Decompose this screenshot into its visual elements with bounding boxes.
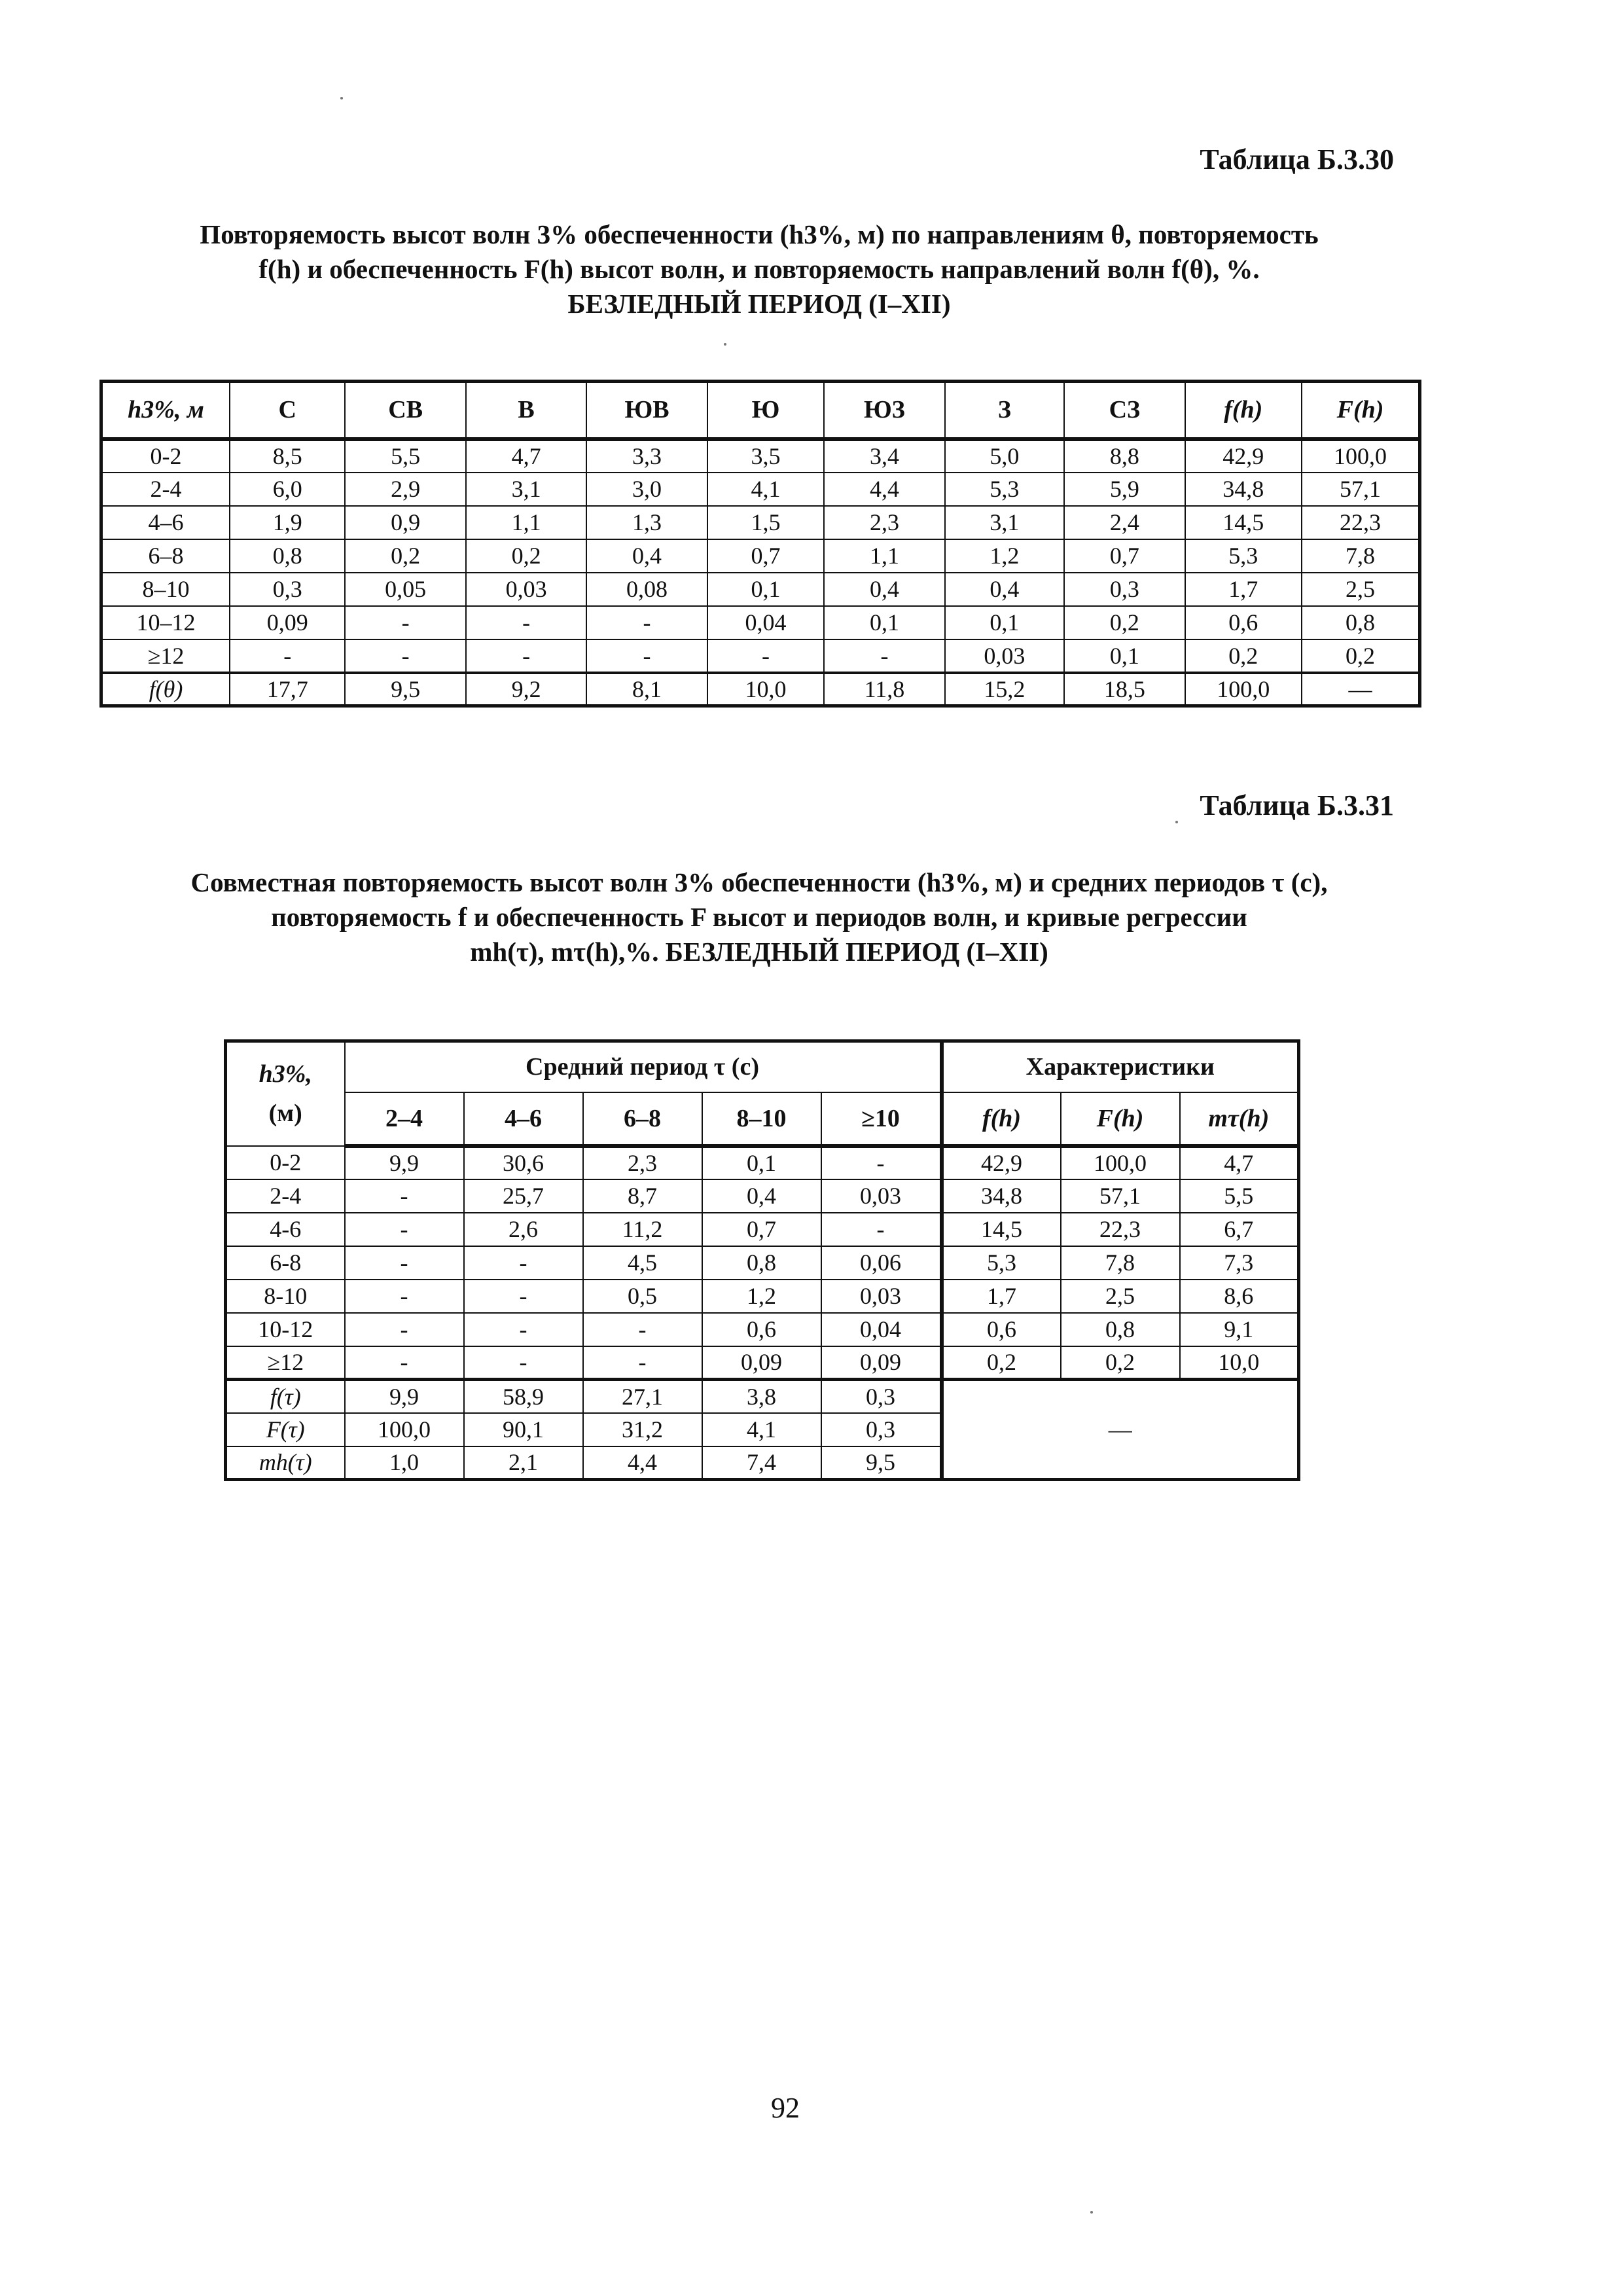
table1-cell: 5,9 <box>1064 473 1185 506</box>
table2-summary-label: F(τ) <box>226 1413 345 1446</box>
table1-caption-line3: БЕЗЛЕДНЫЙ ПЕРИОД (I–XII) <box>567 289 951 319</box>
table2-cell: 6,7 <box>1180 1213 1299 1246</box>
table1-cell: 4,1 <box>707 473 824 506</box>
table2-period-header: 4–6 <box>464 1092 583 1146</box>
table1-cell: 5,5 <box>345 439 465 473</box>
table2-summary-cell: 4,1 <box>702 1413 821 1446</box>
table1-cell: 1,9 <box>230 506 345 539</box>
table2-summary-label: f(τ) <box>226 1380 345 1413</box>
table2-cell: 0,7 <box>702 1213 821 1246</box>
table1-cell: 8,1 <box>586 673 707 706</box>
table2-cell: 1,7 <box>942 1280 1061 1313</box>
table2-summary-dash: — <box>942 1380 1299 1480</box>
table2-cell: 30,6 <box>464 1146 583 1179</box>
table2-row-label: 4-6 <box>226 1213 345 1246</box>
table1-column-header: СВ <box>345 382 465 439</box>
table1-row-label: f(θ) <box>101 673 230 706</box>
table2-row <box>226 1346 1299 1380</box>
table2-cell: 0,09 <box>821 1346 942 1380</box>
table2-cell: 57,1 <box>1061 1179 1180 1213</box>
table2-cell: 11,2 <box>583 1213 702 1246</box>
table1-cell: 3,5 <box>707 439 824 473</box>
table1-cell: 7,8 <box>1302 539 1420 573</box>
table2-caption-line2: повторяемость f и обеспеченность F высот и периодов волн, и кривые регрессии <box>271 902 1247 932</box>
table2-cell: 0,2 <box>942 1346 1061 1380</box>
table1-row <box>101 573 1420 606</box>
table1-cell: - <box>586 639 707 673</box>
table1-cell: 0,6 <box>1185 606 1302 639</box>
table2-cell: - <box>583 1313 702 1346</box>
table2-cell: - <box>345 1179 464 1213</box>
table1-cell: 5,3 <box>945 473 1064 506</box>
table1-cell: 1,7 <box>1185 573 1302 606</box>
table2-summary-cell: 2,1 <box>464 1446 583 1480</box>
table1-cell: - <box>466 606 586 639</box>
table1-cell: 3,3 <box>586 439 707 473</box>
table2-grid <box>224 1039 1300 1481</box>
table1-cell: 0,2 <box>466 539 586 573</box>
table1-cell: 0,1 <box>824 606 944 639</box>
table2-cell: 34,8 <box>942 1179 1061 1213</box>
table2-period-header: 2–4 <box>345 1092 464 1146</box>
table1-cell: — <box>1302 673 1420 706</box>
table1-cell: 5,0 <box>945 439 1064 473</box>
table1-header <box>101 382 1420 439</box>
table2-cell: 7,3 <box>1180 1246 1299 1280</box>
table2-cell: - <box>345 1246 464 1280</box>
table1-cell: 5,3 <box>1185 539 1302 573</box>
table1-cell: 0,1 <box>707 573 824 606</box>
table2-summary-row <box>226 1380 1299 1413</box>
table1-cell: - <box>824 639 944 673</box>
table2-cell: 0,1 <box>702 1146 821 1179</box>
table2-cell: 0,09 <box>702 1346 821 1380</box>
table2-cell: 0,06 <box>821 1246 942 1280</box>
table2-cell: 100,0 <box>1061 1146 1180 1179</box>
table1-cell: 3,1 <box>466 473 586 506</box>
table1-cell: 3,4 <box>824 439 944 473</box>
table1-cell: 0,04 <box>707 606 824 639</box>
table1-row-label: 0-2 <box>101 439 230 473</box>
table1-cell: 2,4 <box>1064 506 1185 539</box>
table2-cell: 9,1 <box>1180 1313 1299 1346</box>
table1-cell: - <box>466 639 586 673</box>
table1-cell: 2,3 <box>824 506 944 539</box>
table2-header-row-columns <box>226 1092 1299 1146</box>
table2-cell: - <box>821 1146 942 1179</box>
table2-row-label: ≥12 <box>226 1346 345 1380</box>
table1-cell: 100,0 <box>1185 673 1302 706</box>
table2-row <box>226 1313 1299 1346</box>
table1-column-header: Ю <box>707 382 824 439</box>
table2-summary-cell: 31,2 <box>583 1413 702 1446</box>
table1-cell: 0,3 <box>230 573 345 606</box>
table1-cell: 2,5 <box>1302 573 1420 606</box>
table1-cell: 0,4 <box>586 539 707 573</box>
table1-column-header: В <box>466 382 586 439</box>
table2-summary-cell: 1,0 <box>345 1446 464 1480</box>
table1-cell: 0,4 <box>945 573 1064 606</box>
table2-cell: 0,03 <box>821 1179 942 1213</box>
table1-cell: 9,5 <box>345 673 465 706</box>
table1-cell: 22,3 <box>1302 506 1420 539</box>
table2-cell: 0,8 <box>702 1246 821 1280</box>
table1-cell: 0,2 <box>1302 639 1420 673</box>
table2-cell: 1,2 <box>702 1280 821 1313</box>
table1-cell: 0,08 <box>586 573 707 606</box>
table2-summary-cell: 3,8 <box>702 1380 821 1413</box>
table2-header-row-groups <box>226 1041 1299 1092</box>
table2-characteristic-header: mτ(h) <box>1180 1092 1299 1146</box>
table2-row <box>226 1246 1299 1280</box>
table2-summary-cell: 7,4 <box>702 1446 821 1480</box>
table1-cell: 8,8 <box>1064 439 1185 473</box>
table2-cell: 8,7 <box>583 1179 702 1213</box>
table2-corner-header <box>226 1041 345 1146</box>
table2-period-header: 6–8 <box>583 1092 702 1146</box>
table2-row-label: 2-4 <box>226 1179 345 1213</box>
table1-row <box>101 506 1420 539</box>
table1-cell: 0,9 <box>345 506 465 539</box>
table2-row <box>226 1280 1299 1313</box>
table2-row <box>226 1179 1299 1213</box>
table1-row-label: 6–8 <box>101 539 230 573</box>
table1-column-header: ЮВ <box>586 382 707 439</box>
table1-cell: 8,5 <box>230 439 345 473</box>
table1-cell: 4,7 <box>466 439 586 473</box>
table1-cell: 0,1 <box>945 606 1064 639</box>
table2-characteristic-header: f(h) <box>942 1092 1061 1146</box>
scan-speck <box>340 97 343 99</box>
page-number: 92 <box>771 2092 800 2124</box>
table2-characteristic-header: F(h) <box>1061 1092 1180 1146</box>
table2-row-label: 6-8 <box>226 1246 345 1280</box>
table2-row <box>226 1213 1299 1246</box>
table1-cell: 15,2 <box>945 673 1064 706</box>
table2-summary-cell: 9,5 <box>821 1446 942 1480</box>
table2-row <box>226 1146 1299 1179</box>
table2-cell: - <box>464 1313 583 1346</box>
table1-cell: 17,7 <box>230 673 345 706</box>
table1-row <box>101 473 1420 506</box>
table1-row-label: 8–10 <box>101 573 230 606</box>
table2-summary-cell: 100,0 <box>345 1413 464 1446</box>
table1-cell: 0,4 <box>824 573 944 606</box>
table1-row <box>101 606 1420 639</box>
table2-cell: 0,6 <box>702 1313 821 1346</box>
table2-cell: 2,6 <box>464 1213 583 1246</box>
scan-speck <box>724 343 726 346</box>
table1-cell: 14,5 <box>1185 506 1302 539</box>
table2-cell: 42,9 <box>942 1146 1061 1179</box>
table1-column-header: ЮЗ <box>824 382 944 439</box>
table1-column-header: СЗ <box>1064 382 1185 439</box>
table2-period-header: ≥10 <box>821 1092 942 1146</box>
table1-row-label: 4–6 <box>101 506 230 539</box>
table1-grid <box>99 380 1421 708</box>
table1-row <box>101 439 1420 473</box>
table1-caption <box>98 217 1420 321</box>
table2-cell: 10,0 <box>1180 1346 1299 1380</box>
table1-cell: 10,0 <box>707 673 824 706</box>
table1-cell: 1,2 <box>945 539 1064 573</box>
table1-cell: 11,8 <box>824 673 944 706</box>
table1-caption-line1: Повторяемость высот волн 3% обеспеченности (h3%, м) по направлениям θ, повторяемость <box>200 219 1319 249</box>
table2-cell: 0,5 <box>583 1280 702 1313</box>
table2-cell: 0,04 <box>821 1313 942 1346</box>
table1-cell: 1,5 <box>707 506 824 539</box>
table2-cell: - <box>583 1346 702 1380</box>
table2-cell: 0,4 <box>702 1179 821 1213</box>
table1-label: Таблица Б.3.30 <box>1200 143 1394 175</box>
table1-row <box>101 639 1420 673</box>
table1-column-header: F(h) <box>1302 382 1420 439</box>
table1-cell: 57,1 <box>1302 473 1420 506</box>
table1-cell: 1,1 <box>466 506 586 539</box>
table2-cell: 4,7 <box>1180 1146 1299 1179</box>
table1-header-row <box>101 382 1420 439</box>
table1-row <box>101 539 1420 573</box>
table2-cell: 5,5 <box>1180 1179 1299 1213</box>
table1-cell: 0,1 <box>1064 639 1185 673</box>
table1-cell: - <box>707 639 824 673</box>
table1-cell: - <box>345 639 465 673</box>
table1-cell: 0,09 <box>230 606 345 639</box>
table1-cell: 0,03 <box>466 573 586 606</box>
table1-row-label: ≥12 <box>101 639 230 673</box>
table1-cell: 18,5 <box>1064 673 1185 706</box>
table2-summary-cell: 0,3 <box>821 1413 942 1446</box>
table2-cell: - <box>345 1313 464 1346</box>
table2-row-label: 0-2 <box>226 1146 345 1179</box>
table1-cell: 0,2 <box>345 539 465 573</box>
table1-cell: 100,0 <box>1302 439 1420 473</box>
table1-cell: 0,03 <box>945 639 1064 673</box>
table1-column-header: f(h) <box>1185 382 1302 439</box>
table2-cell: 0,8 <box>1061 1313 1180 1346</box>
table2-cell: - <box>345 1346 464 1380</box>
table2-cell: 0,2 <box>1061 1346 1180 1380</box>
table2-cell: 8,6 <box>1180 1280 1299 1313</box>
table2-summary-cell: 58,9 <box>464 1380 583 1413</box>
table2-corner-line1: h3%, <box>259 1060 312 1088</box>
table2-row-label: 8-10 <box>226 1280 345 1313</box>
table1-cell: 0,05 <box>345 573 465 606</box>
scan-speck <box>1175 821 1178 823</box>
table1-row-label: 2-4 <box>101 473 230 506</box>
table2-caption <box>98 865 1420 969</box>
table2-cell: - <box>464 1280 583 1313</box>
table2-cell: - <box>345 1280 464 1313</box>
table2-cell: 25,7 <box>464 1179 583 1213</box>
table2-cell: 7,8 <box>1061 1246 1180 1280</box>
table1-cell: 9,2 <box>466 673 586 706</box>
table2-cell: 2,3 <box>583 1146 702 1179</box>
table1-cell: 34,8 <box>1185 473 1302 506</box>
table2-summary-cell: 9,9 <box>345 1380 464 1413</box>
table2-cell: - <box>345 1213 464 1246</box>
table1-cell: 0,2 <box>1064 606 1185 639</box>
table2-header <box>226 1041 1299 1146</box>
table1-caption-line2: f(h) и обеспеченность F(h) высот волн, и повторяемость направлений волн f(θ), %. <box>259 254 1260 284</box>
table1-cell: - <box>345 606 465 639</box>
table2-cell: 2,5 <box>1061 1280 1180 1313</box>
table2-summary-label: mh(τ) <box>226 1446 345 1480</box>
table1-column-header: З <box>945 382 1064 439</box>
table2-period-header: 8–10 <box>702 1092 821 1146</box>
table2-caption-line1: Совместная повторяемость высот волн 3% обеспеченности (h3%, м) и средних периодов τ (с), <box>190 867 1328 897</box>
table1-corner-header: h3%, м <box>101 382 230 439</box>
table1-cell: - <box>230 639 345 673</box>
table2-summary-cell: 90,1 <box>464 1413 583 1446</box>
table2-cell: 14,5 <box>942 1213 1061 1246</box>
table2-caption-line3: mh(τ), mτ(h),%. БЕЗЛЕДНЫЙ ПЕРИОД (I–XII) <box>470 937 1048 967</box>
table1-cell: 0,8 <box>230 539 345 573</box>
table2-cell: 5,3 <box>942 1246 1061 1280</box>
table2-summary-cell: 4,4 <box>583 1446 702 1480</box>
table2-body <box>226 1146 1299 1480</box>
table2-cell: - <box>464 1346 583 1380</box>
table1-cell: - <box>586 606 707 639</box>
table2-cell: - <box>464 1246 583 1280</box>
table2-summary-cell: 0,3 <box>821 1380 942 1413</box>
table2-cell: 4,5 <box>583 1246 702 1280</box>
scan-speck <box>1090 2211 1093 2214</box>
table1-cell: 2,9 <box>345 473 465 506</box>
table1-row-label: 10–12 <box>101 606 230 639</box>
table2-label: Таблица Б.3.31 <box>1200 789 1394 821</box>
table2-cell: 0,6 <box>942 1313 1061 1346</box>
table2-corner-line2: (м) <box>268 1100 302 1128</box>
table2-period-group-header: Средний период τ (с) <box>345 1041 942 1092</box>
table1-cell: 3,1 <box>945 506 1064 539</box>
table1-cell: 42,9 <box>1185 439 1302 473</box>
table2-row-label: 10-12 <box>226 1313 345 1346</box>
table1-cell: 0,3 <box>1064 573 1185 606</box>
table1-body <box>101 439 1420 706</box>
table1-cell: 6,0 <box>230 473 345 506</box>
table2-cell: 0,03 <box>821 1280 942 1313</box>
table2-cell: 9,9 <box>345 1146 464 1179</box>
table1-cell: 0,8 <box>1302 606 1420 639</box>
table1-cell: 0,7 <box>707 539 824 573</box>
table1-cell: 0,7 <box>1064 539 1185 573</box>
table1-row <box>101 673 1420 706</box>
table1-cell: 3,0 <box>586 473 707 506</box>
table1-cell: 0,2 <box>1185 639 1302 673</box>
table1-cell: 1,1 <box>824 539 944 573</box>
table1-column-header: С <box>230 382 345 439</box>
table2-characteristics-group-header: Характеристики <box>942 1041 1299 1092</box>
table1-cell: 4,4 <box>824 473 944 506</box>
table1-cell: 1,3 <box>586 506 707 539</box>
table2-cell: - <box>821 1213 942 1246</box>
table2-summary-cell: 27,1 <box>583 1380 702 1413</box>
table2-cell: 22,3 <box>1061 1213 1180 1246</box>
